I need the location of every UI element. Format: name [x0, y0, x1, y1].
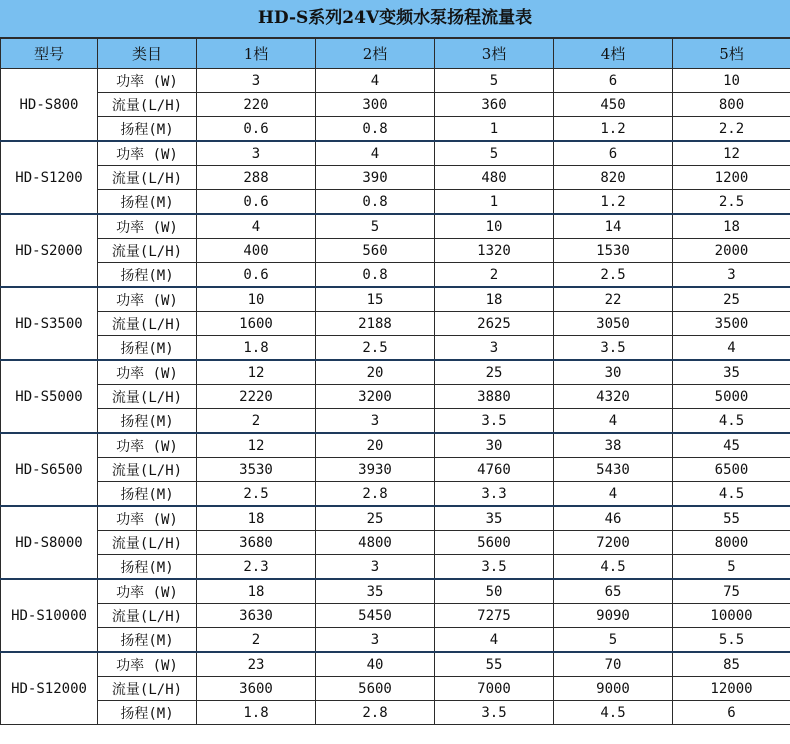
value-cell: 5600 [316, 677, 435, 701]
value-cell: 800 [673, 93, 790, 117]
value-cell: 6 [554, 69, 673, 93]
metric-label-cell: 功率 (W) [98, 506, 197, 531]
value-cell: 22 [554, 287, 673, 312]
value-cell: 15 [316, 287, 435, 312]
value-cell: 4 [673, 336, 790, 361]
value-cell: 18 [673, 214, 790, 239]
value-cell: 1320 [435, 239, 554, 263]
value-cell: 3 [316, 628, 435, 653]
value-cell: 1530 [554, 239, 673, 263]
value-cell: 0.8 [316, 263, 435, 288]
value-cell: 3530 [197, 458, 316, 482]
value-cell: 4.5 [554, 555, 673, 580]
value-cell: 12000 [673, 677, 790, 701]
value-cell: 3600 [197, 677, 316, 701]
header-row [1, 39, 790, 69]
metric-label-cell: 功率 (W) [98, 69, 197, 93]
value-cell: 5450 [316, 604, 435, 628]
value-cell: 3050 [554, 312, 673, 336]
model-name-cell: HD-S8000 [1, 506, 98, 579]
table-row [1, 214, 790, 239]
metric-label-cell: 功率 (W) [98, 214, 197, 239]
table-row [1, 263, 790, 288]
value-cell: 5 [435, 141, 554, 166]
metric-label-cell: 流量(L/H) [98, 166, 197, 190]
value-cell: 12 [197, 360, 316, 385]
value-cell: 4760 [435, 458, 554, 482]
value-cell: 0.6 [197, 263, 316, 288]
table-row [1, 385, 790, 409]
table-row [1, 360, 790, 385]
value-cell: 560 [316, 239, 435, 263]
value-cell: 6 [673, 701, 790, 725]
value-cell: 360 [435, 93, 554, 117]
value-cell: 1.8 [197, 701, 316, 725]
value-cell: 1.8 [197, 336, 316, 361]
table-title: HD-S系列24V变频水泵扬程流量表 [0, 0, 790, 38]
value-cell: 18 [435, 287, 554, 312]
metric-label-cell: 功率 (W) [98, 433, 197, 458]
value-cell: 2 [197, 409, 316, 434]
value-cell: 1.2 [554, 190, 673, 215]
value-cell: 3500 [673, 312, 790, 336]
metric-label-cell: 流量(L/H) [98, 312, 197, 336]
table-row [1, 506, 790, 531]
value-cell: 2000 [673, 239, 790, 263]
value-cell: 50 [435, 579, 554, 604]
metric-label-cell: 流量(L/H) [98, 93, 197, 117]
value-cell: 0.8 [316, 117, 435, 142]
metric-label-cell: 扬程(M) [98, 628, 197, 653]
value-cell: 2.5 [554, 263, 673, 288]
value-cell: 5 [554, 628, 673, 653]
model-name-cell: HD-S800 [1, 69, 98, 142]
value-cell: 450 [554, 93, 673, 117]
value-cell: 2.3 [197, 555, 316, 580]
metric-label-cell: 扬程(M) [98, 117, 197, 142]
value-cell: 1 [435, 190, 554, 215]
value-cell: 3.3 [435, 482, 554, 507]
value-cell: 14 [554, 214, 673, 239]
value-cell: 2.8 [316, 482, 435, 507]
value-cell: 7200 [554, 531, 673, 555]
value-cell: 5000 [673, 385, 790, 409]
metric-label-cell: 流量(L/H) [98, 531, 197, 555]
value-cell: 35 [673, 360, 790, 385]
value-cell: 4 [316, 141, 435, 166]
metric-label-cell: 扬程(M) [98, 701, 197, 725]
metric-label-cell: 扬程(M) [98, 190, 197, 215]
value-cell: 3.5 [435, 555, 554, 580]
table-row [1, 628, 790, 653]
metric-label-cell: 功率 (W) [98, 652, 197, 677]
value-cell: 2 [197, 628, 316, 653]
model-name-cell: HD-S1200 [1, 141, 98, 214]
table-row [1, 701, 790, 725]
value-cell: 4 [554, 482, 673, 507]
model-name-cell: HD-S3500 [1, 287, 98, 360]
table-row [1, 458, 790, 482]
header-gear-1: 1档 [197, 39, 316, 69]
header-gear-2: 2档 [316, 39, 435, 69]
value-cell: 18 [197, 506, 316, 531]
model-name-cell: HD-S2000 [1, 214, 98, 287]
metric-label-cell: 扬程(M) [98, 482, 197, 507]
value-cell: 3 [197, 69, 316, 93]
value-cell: 1.2 [554, 117, 673, 142]
value-cell: 390 [316, 166, 435, 190]
metric-label-cell: 流量(L/H) [98, 385, 197, 409]
value-cell: 9090 [554, 604, 673, 628]
value-cell: 4 [554, 409, 673, 434]
value-cell: 1200 [673, 166, 790, 190]
table-row [1, 677, 790, 701]
value-cell: 10 [435, 214, 554, 239]
value-cell: 0.6 [197, 190, 316, 215]
value-cell: 2 [435, 263, 554, 288]
value-cell: 2.5 [197, 482, 316, 507]
value-cell: 75 [673, 579, 790, 604]
value-cell: 2.5 [316, 336, 435, 361]
value-cell: 4320 [554, 385, 673, 409]
value-cell: 9000 [554, 677, 673, 701]
table-row [1, 409, 790, 434]
value-cell: 3 [197, 141, 316, 166]
header-gear-4: 4档 [554, 39, 673, 69]
value-cell: 480 [435, 166, 554, 190]
value-cell: 0.8 [316, 190, 435, 215]
metric-label-cell: 扬程(M) [98, 409, 197, 434]
value-cell: 46 [554, 506, 673, 531]
metric-label-cell: 功率 (W) [98, 287, 197, 312]
value-cell: 4 [197, 214, 316, 239]
table-row [1, 579, 790, 604]
header-category: 类目 [98, 39, 197, 69]
value-cell: 3.5 [435, 701, 554, 725]
value-cell: 35 [316, 579, 435, 604]
value-cell: 30 [554, 360, 673, 385]
model-name-cell: HD-S12000 [1, 652, 98, 725]
value-cell: 3200 [316, 385, 435, 409]
value-cell: 65 [554, 579, 673, 604]
table-row [1, 555, 790, 580]
value-cell: 4 [435, 628, 554, 653]
metric-label-cell: 功率 (W) [98, 579, 197, 604]
value-cell: 1 [435, 117, 554, 142]
metric-label-cell: 扬程(M) [98, 555, 197, 580]
value-cell: 5 [673, 555, 790, 580]
table-row [1, 604, 790, 628]
value-cell: 0.6 [197, 117, 316, 142]
value-cell: 4.5 [673, 482, 790, 507]
value-cell: 5 [435, 69, 554, 93]
value-cell: 10 [197, 287, 316, 312]
value-cell: 12 [673, 141, 790, 166]
value-cell: 4 [316, 69, 435, 93]
value-cell: 25 [673, 287, 790, 312]
model-name-cell: HD-S6500 [1, 433, 98, 506]
value-cell: 20 [316, 433, 435, 458]
value-cell: 3880 [435, 385, 554, 409]
table-row [1, 336, 790, 361]
value-cell: 3930 [316, 458, 435, 482]
value-cell: 220 [197, 93, 316, 117]
value-cell: 25 [435, 360, 554, 385]
value-cell: 2.8 [316, 701, 435, 725]
metric-label-cell: 扬程(M) [98, 263, 197, 288]
value-cell: 4800 [316, 531, 435, 555]
table-body [1, 69, 790, 725]
header-gear-3: 3档 [435, 39, 554, 69]
value-cell: 25 [316, 506, 435, 531]
value-cell: 70 [554, 652, 673, 677]
value-cell: 35 [435, 506, 554, 531]
value-cell: 400 [197, 239, 316, 263]
value-cell: 3 [673, 263, 790, 288]
metric-label-cell: 流量(L/H) [98, 604, 197, 628]
value-cell: 288 [197, 166, 316, 190]
value-cell: 20 [316, 360, 435, 385]
value-cell: 8000 [673, 531, 790, 555]
value-cell: 5.5 [673, 628, 790, 653]
value-cell: 3 [316, 555, 435, 580]
metric-label-cell: 功率 (W) [98, 360, 197, 385]
value-cell: 2.2 [673, 117, 790, 142]
value-cell: 55 [435, 652, 554, 677]
value-cell: 10 [673, 69, 790, 93]
value-cell: 3680 [197, 531, 316, 555]
value-cell: 2188 [316, 312, 435, 336]
value-cell: 3630 [197, 604, 316, 628]
table-row [1, 69, 790, 93]
value-cell: 40 [316, 652, 435, 677]
table-row [1, 141, 790, 166]
table-row [1, 531, 790, 555]
value-cell: 10000 [673, 604, 790, 628]
model-name-cell: HD-S10000 [1, 579, 98, 652]
value-cell: 30 [435, 433, 554, 458]
header-gear-5: 5档 [673, 39, 790, 69]
table-row [1, 190, 790, 215]
metric-label-cell: 流量(L/H) [98, 677, 197, 701]
value-cell: 5600 [435, 531, 554, 555]
table-row [1, 287, 790, 312]
table-row [1, 117, 790, 142]
pump-spec-table [0, 38, 790, 725]
table-row [1, 433, 790, 458]
header-model: 型号 [1, 39, 98, 69]
value-cell: 5 [316, 214, 435, 239]
value-cell: 4.5 [554, 701, 673, 725]
value-cell: 6500 [673, 458, 790, 482]
value-cell: 3 [435, 336, 554, 361]
value-cell: 45 [673, 433, 790, 458]
value-cell: 1600 [197, 312, 316, 336]
value-cell: 7000 [435, 677, 554, 701]
value-cell: 300 [316, 93, 435, 117]
value-cell: 4.5 [673, 409, 790, 434]
metric-label-cell: 流量(L/H) [98, 239, 197, 263]
metric-label-cell: 扬程(M) [98, 336, 197, 361]
value-cell: 38 [554, 433, 673, 458]
metric-label-cell: 功率 (W) [98, 141, 197, 166]
value-cell: 12 [197, 433, 316, 458]
value-cell: 820 [554, 166, 673, 190]
table-row [1, 166, 790, 190]
value-cell: 5430 [554, 458, 673, 482]
value-cell: 2625 [435, 312, 554, 336]
value-cell: 6 [554, 141, 673, 166]
value-cell: 85 [673, 652, 790, 677]
table-row [1, 239, 790, 263]
value-cell: 2220 [197, 385, 316, 409]
model-name-cell: HD-S5000 [1, 360, 98, 433]
table-row [1, 312, 790, 336]
metric-label-cell: 流量(L/H) [98, 458, 197, 482]
value-cell: 18 [197, 579, 316, 604]
table-row [1, 652, 790, 677]
value-cell: 2.5 [673, 190, 790, 215]
value-cell: 55 [673, 506, 790, 531]
value-cell: 7275 [435, 604, 554, 628]
table-row [1, 93, 790, 117]
value-cell: 3.5 [435, 409, 554, 434]
value-cell: 3 [316, 409, 435, 434]
value-cell: 23 [197, 652, 316, 677]
value-cell: 3.5 [554, 336, 673, 361]
table-row [1, 482, 790, 507]
